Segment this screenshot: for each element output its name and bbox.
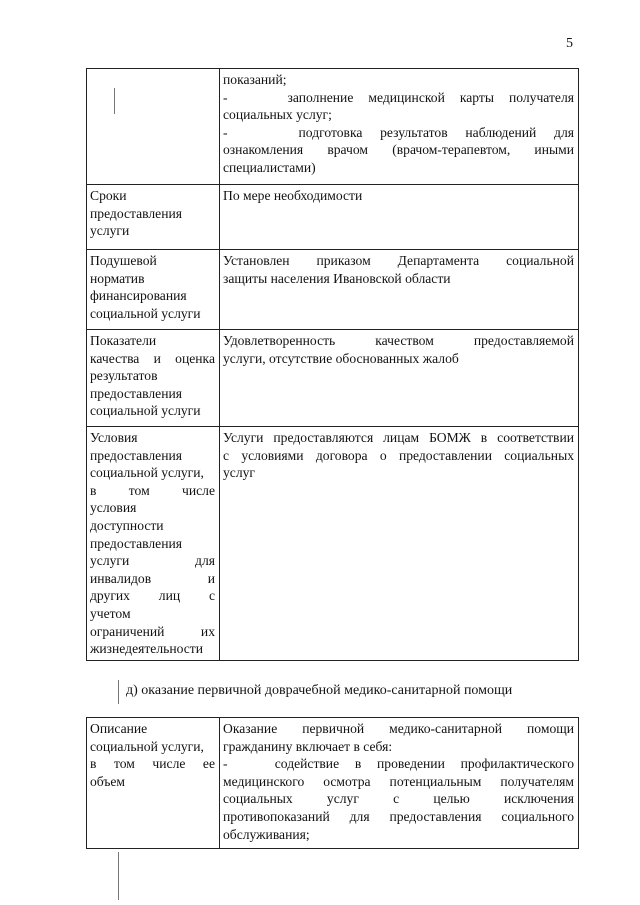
label-line: Сроки (90, 188, 127, 203)
label-line: инвалидов и (90, 570, 215, 586)
row-label-cell (87, 185, 220, 250)
text-line: противопоказаний для предоставления социального (223, 808, 574, 824)
text-line: - заполнение медицинской карты получателя (223, 89, 574, 105)
label-line: ограничений их (90, 623, 215, 639)
row-label-cell (87, 69, 220, 185)
label-line: результатов (90, 368, 158, 384)
label-line: условия (90, 500, 137, 516)
services-table (86, 68, 579, 661)
row-value-cell (220, 69, 579, 185)
text-line: социальных услуг; (223, 107, 332, 123)
label-line: Условия (90, 430, 138, 445)
label-line: предоставления (90, 447, 183, 463)
label-line: услуги для (90, 553, 215, 569)
primary-care-table (86, 717, 579, 849)
text-line: социальных услуг с целью исключения (223, 791, 574, 807)
label-line: учетом (90, 605, 131, 621)
label-line: социальной услуги, (90, 738, 204, 754)
text-line: специалистами) (223, 159, 316, 175)
row-label-cell (87, 330, 220, 427)
label-line: норматив (90, 270, 145, 286)
label-line: услуги (90, 223, 130, 239)
label-line: предоставления (90, 205, 183, 221)
text-line: медицинского осмотра потенциальным получателям (223, 773, 574, 789)
scan-mark (118, 680, 119, 704)
text-line: Установлен приказом Департамента социальной (223, 253, 574, 268)
label-line: Подушевой (90, 253, 157, 268)
row-label-cell (87, 250, 220, 330)
text-line: Услуги предоставляются лицам БОМЖ в соответствии (223, 430, 574, 445)
row-value-cell (220, 718, 579, 849)
scan-mark (114, 88, 115, 114)
label-line: объем (90, 773, 126, 789)
scan-mark (118, 852, 119, 900)
row-value-cell (220, 250, 579, 330)
label-line: предоставления (90, 535, 183, 551)
table-row (87, 250, 579, 330)
row-label-cell (87, 427, 220, 661)
text-line: Удовлетворенность качеством предоставляемой (223, 333, 574, 348)
text-line: гражданину включает в себя: (223, 738, 393, 754)
row-label-cell (87, 718, 220, 849)
text-line: показаний; (223, 72, 287, 87)
text-line: Оказание первичной медико-санитарной помощи (223, 721, 574, 736)
text-line: ознакомления врачом (врачом-терапевтом, иными (223, 142, 574, 158)
row-value-cell (220, 330, 579, 427)
label-line: предоставления (90, 385, 183, 401)
text-line: с условиями договора о предоставлении социальных (223, 447, 574, 463)
label-line: финансирования (90, 288, 187, 304)
table-row (87, 69, 579, 185)
row-value-cell (220, 185, 579, 250)
table-row (87, 185, 579, 250)
label-line: в том числе (90, 482, 215, 498)
label-line: Показатели (90, 333, 157, 348)
text-line: защиты населения Ивановской области (223, 270, 451, 286)
text-line: - подготовка результатов наблюдений для (223, 124, 574, 140)
label-line: доступности (90, 517, 164, 533)
table-row (87, 330, 579, 427)
text-line: По мере необходимости (223, 188, 363, 203)
table-row (87, 427, 579, 661)
label-line: социальной услуги (90, 403, 201, 419)
page-number: 5 (566, 36, 573, 51)
section-heading: д) оказание первичной доврачебной медико-санитарной помощи (126, 683, 513, 698)
text-line: услуг (223, 465, 255, 481)
text-line: - содействие в проведении профилактического (223, 756, 574, 772)
label-line: жизнедеятельности (90, 641, 203, 657)
label-line: Описание (90, 721, 148, 736)
label-line: других лиц с (90, 588, 215, 604)
label-line: в том числе ее (90, 756, 215, 772)
table-row (87, 718, 579, 849)
label-line: социальной услуги, (90, 465, 204, 481)
label-line: социальной услуги (90, 305, 201, 321)
row-value-cell (220, 427, 579, 661)
label-line: качества и оценка (90, 350, 215, 366)
text-line: обслуживания; (223, 826, 310, 842)
text-line: услуги, отсутствие обоснованных жалоб (223, 350, 459, 366)
